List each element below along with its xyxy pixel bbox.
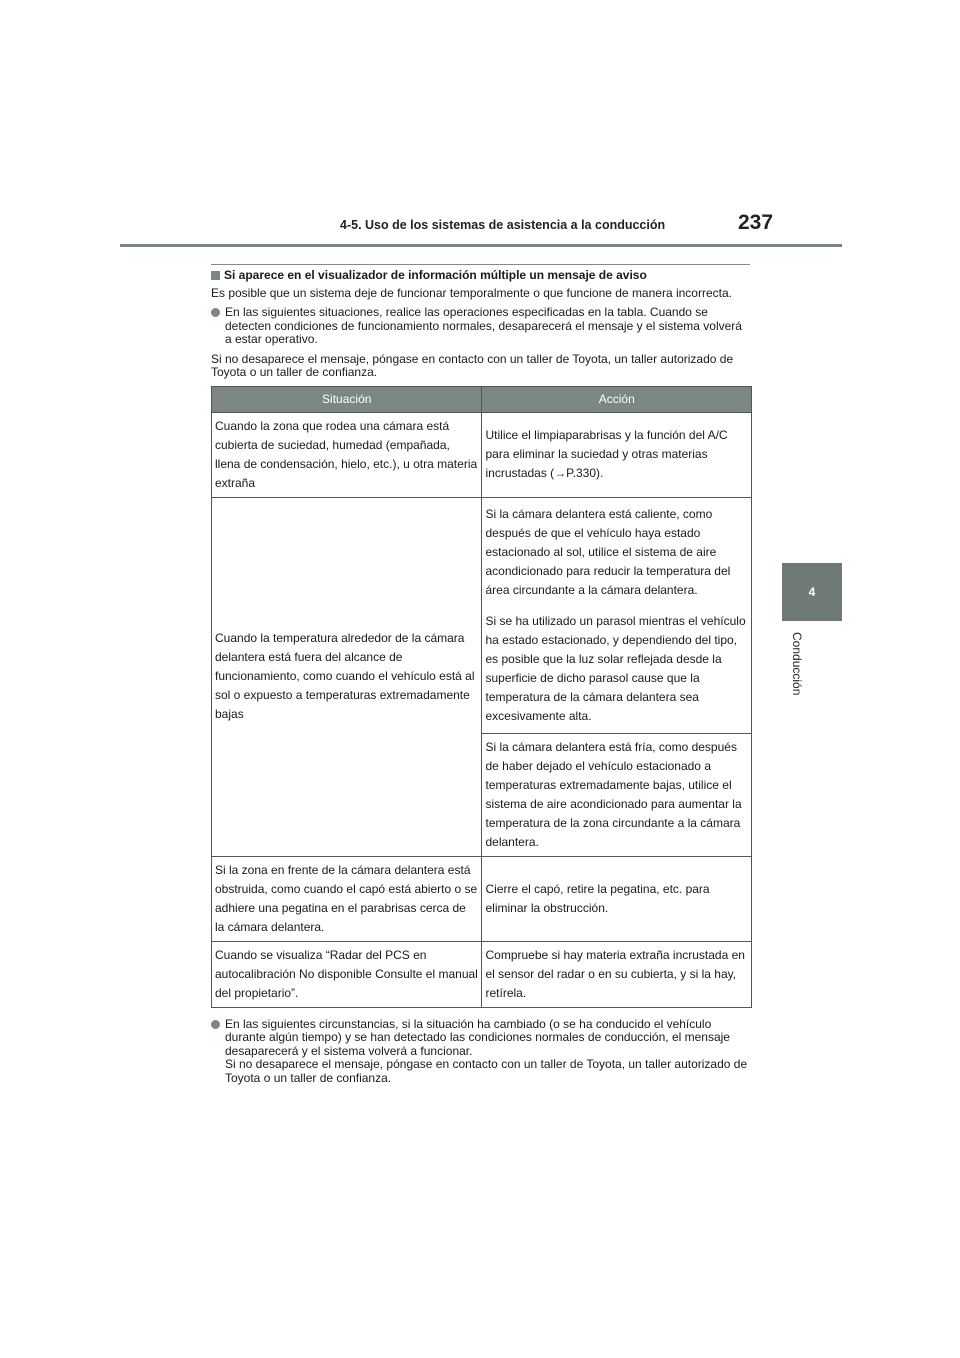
chapter-label: Conducción: [790, 632, 804, 696]
header-rule: [120, 244, 842, 247]
circle-bullet-icon: [211, 308, 220, 317]
square-bullet-icon: [211, 271, 220, 280]
table-cell-situation: Si la zona en frente de la cámara delantera está obstruida, como cuando el capó está abierto o se adhiere una pegatina en el parabrisas cerca de la cámara delantera.: [212, 856, 482, 941]
action-paragraph: Si la cámara delantera está caliente, como después de que el vehículo haya estado estacionado al sol, utilice el sistema de aire acondicionado para reducir la temperatura del área circundante a la cámara delantera.: [485, 506, 731, 597]
bullet-text-main: En las siguientes circunstancias, si la situación ha cambiado (o se ha conducido el vehículo durante algún tiempo) y se han detectado las condiciones normales de conducción, el mensaje desaparecerá y el sistema volverá a funcionar.: [225, 1016, 730, 1058]
bullet-text: En las siguientes situaciones, realice las operaciones especificadas en la tabla. Cuando se detecten condiciones de funcionamiento normales, desaparecerá el mensaje y el sistema volverá a estar operativo.: [225, 305, 742, 346]
table-row: [212, 497, 752, 733]
bullet-text-note: Si no desaparece el mensaje, póngase en contacto con un taller de Toyota, un taller autorizado de Toyota o un taller de confianza.: [225, 1057, 748, 1085]
intro-paragraph: Es posible que un sistema deje de funcionar temporalmente o que funcione de manera incorrecta.: [211, 285, 732, 300]
table-cell-action: Compruebe si hay materia extraña incrustada en el sensor del radar o en su cubierta, y si la hay, retírela.: [482, 941, 752, 1007]
table-header-row: [212, 386, 752, 412]
table-cell-action: Cierre el capó, retire la pegatina, etc. para eliminar la obstrucción.: [482, 856, 752, 941]
table-cell-action: Utilice el limpiaparabrisas y la función del A/C para eliminar la suciedad y otras materias incrustadas (→P.330).: [482, 412, 752, 497]
chapter-tab: [782, 563, 842, 621]
bullet-text: [225, 1018, 750, 1086]
section-header-title: 4-5. Uso de los sistemas de asistencia a la conducción: [340, 218, 666, 232]
page-number: 237: [738, 211, 774, 234]
contact-note: Si no desaparece el mensaje, póngase en contacto con un taller de Toyota, un taller autorizado de Toyota o un taller de confianza.: [211, 351, 734, 379]
circle-bullet-icon: [211, 1020, 220, 1029]
table-row: [212, 856, 752, 941]
table-cell-situation: Cuando se visualiza “Radar del PCS en autocalibración No disponible Consulte el manual del propietario”.: [212, 941, 482, 1007]
table-header-action: Acción: [482, 386, 752, 412]
page-content: [211, 269, 750, 1091]
section-rule: [211, 264, 750, 265]
table-row: [212, 412, 752, 497]
bullet-item: [211, 1018, 750, 1086]
chapter-number: 4: [808, 585, 816, 599]
table-cell-action: Si la cámara delantera está fría, como después de haber dejado el vehículo estacionado a temperaturas extremadamente bajas, utilice el sistema de aire acondicionado para aumentar la temperatura de la zona circundante a la cámara delantera.: [482, 733, 752, 856]
warning-table: [211, 386, 752, 1008]
table-cell-situation: Cuando la zona que rodea una cámara está cubierta de suciedad, humedad (empañada, llena de condensación, hielo, etc.), u otra materia extraña: [212, 412, 482, 497]
table-cell-action: [482, 497, 752, 733]
section-heading-text: Si aparece en el visualizador de información múltiple un mensaje de aviso: [224, 268, 647, 282]
section-heading: [211, 269, 750, 283]
bullet-item: [211, 306, 750, 347]
table-row: [212, 941, 752, 1007]
table-header-situation: Situación: [212, 386, 482, 412]
table-cell-situation: Cuando la temperatura alrededor de la cámara delantera está fuera del alcance de funcionamiento, como cuando el vehículo está al sol o expuesto a temperaturas extremadamente bajas: [212, 497, 482, 856]
action-paragraph: Si se ha utilizado un parasol mientras el vehículo ha estado estacionado, y dependiendo del tipo, es posible que la luz solar reflejada desde la superficie de dicho parasol cause que la temperatura de la cámara delantera sea excesivamente alta.: [485, 613, 746, 723]
